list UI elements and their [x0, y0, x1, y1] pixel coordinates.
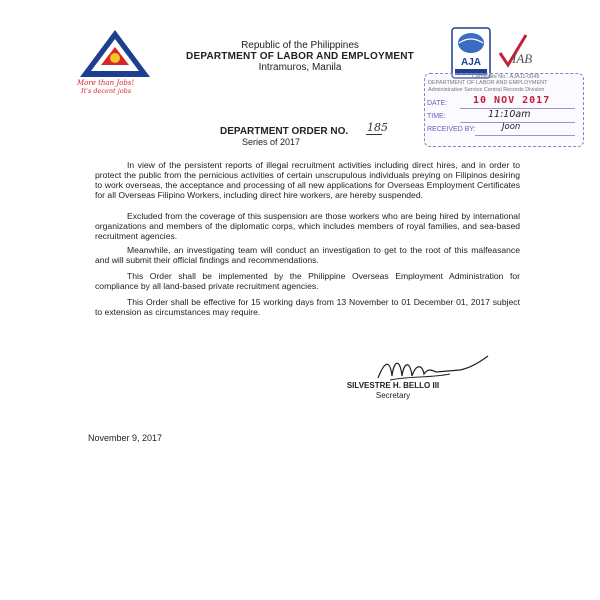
dole-seal-icon	[75, 25, 155, 95]
document-date: November 9, 2017	[88, 433, 163, 443]
paragraph-3-text: Meanwhile, an investigating team will conduct an investigation to get to the root of this malfeasance and will submit their official findings and recommendations.	[95, 245, 520, 265]
signatory-name: SILVESTRE H. BELLO III	[346, 381, 440, 390]
signatory-position: Secretary	[375, 391, 411, 400]
paragraph-4-text: This Order shall be implemented by the Philippine Overseas Employment Administration for compliance by all land-based private recruitment agencies.	[95, 271, 520, 291]
stamp-office-line1: DEPARTMENT OF LABOR AND EMPLOYMENT	[428, 80, 548, 86]
stamp-date-label: DATE:	[427, 100, 448, 107]
iab-logo-icon	[496, 33, 536, 69]
aja-registrar-icon	[451, 27, 491, 79]
stamp-date-value: 10 NOV 2017	[473, 95, 551, 106]
paragraph-2	[95, 211, 520, 241]
stamp-received-value: Joon	[502, 122, 521, 132]
paragraph-5	[95, 297, 520, 317]
header-republic: Republic of the Philippines	[241, 40, 359, 51]
order-number-underline	[366, 134, 382, 135]
paragraph-5-text: This Order shall be effective for 15 working days from 13 November to 01 December 01, 2017 subject to extension as circumstances may require.	[95, 297, 520, 317]
stamp-certificate: Certificate No.: AJA11-0049	[472, 74, 540, 80]
paragraph-1	[95, 160, 520, 200]
stamp-received-line	[475, 135, 575, 136]
stamp-office-line2: Administrative Service Central Records Division	[428, 87, 545, 93]
order-title: DEPARTMENT ORDER NO.	[220, 126, 349, 137]
header-department: DEPARTMENT OF LABOR AND EMPLOYMENT	[186, 51, 414, 62]
iab-logo-text: IAB	[512, 51, 533, 66]
order-number: 185	[367, 121, 388, 134]
aja-logo-text: AJA	[460, 57, 482, 68]
stamp-received-label: RECEIVED BY:	[427, 126, 476, 133]
stamp-time-label: TIME:	[427, 113, 446, 120]
logo-tagline-1: More than Jobs!	[77, 79, 135, 87]
paragraph-3	[95, 245, 520, 265]
paragraph-2-text: Excluded from the coverage of this suspension are those workers who are being hired by international organizations and members of the diplomatic corps, which includes members of royal families, and sea-based recruitment agencies.	[95, 211, 520, 241]
logo-tagline-2: It's decent jobs	[81, 87, 132, 95]
order-series: Series of 2017	[242, 137, 301, 147]
paragraph-4	[95, 271, 520, 291]
stamp-time-value: 11:10am	[488, 109, 531, 120]
header-location: Intramuros, Manila	[258, 62, 342, 73]
paragraph-1-text: In view of the persistent reports of illegal recruitment activities including direct hires, and in order to protect the public from the pernicious activities of certain unscrupulous individuals preying on Filipinos desiring to work overseas, the acceptance and processing of all new applications for Overseas Employment Certificates for all Overseas Filipino Workers, including direct hire workers, are hereby suspended.	[95, 160, 520, 200]
